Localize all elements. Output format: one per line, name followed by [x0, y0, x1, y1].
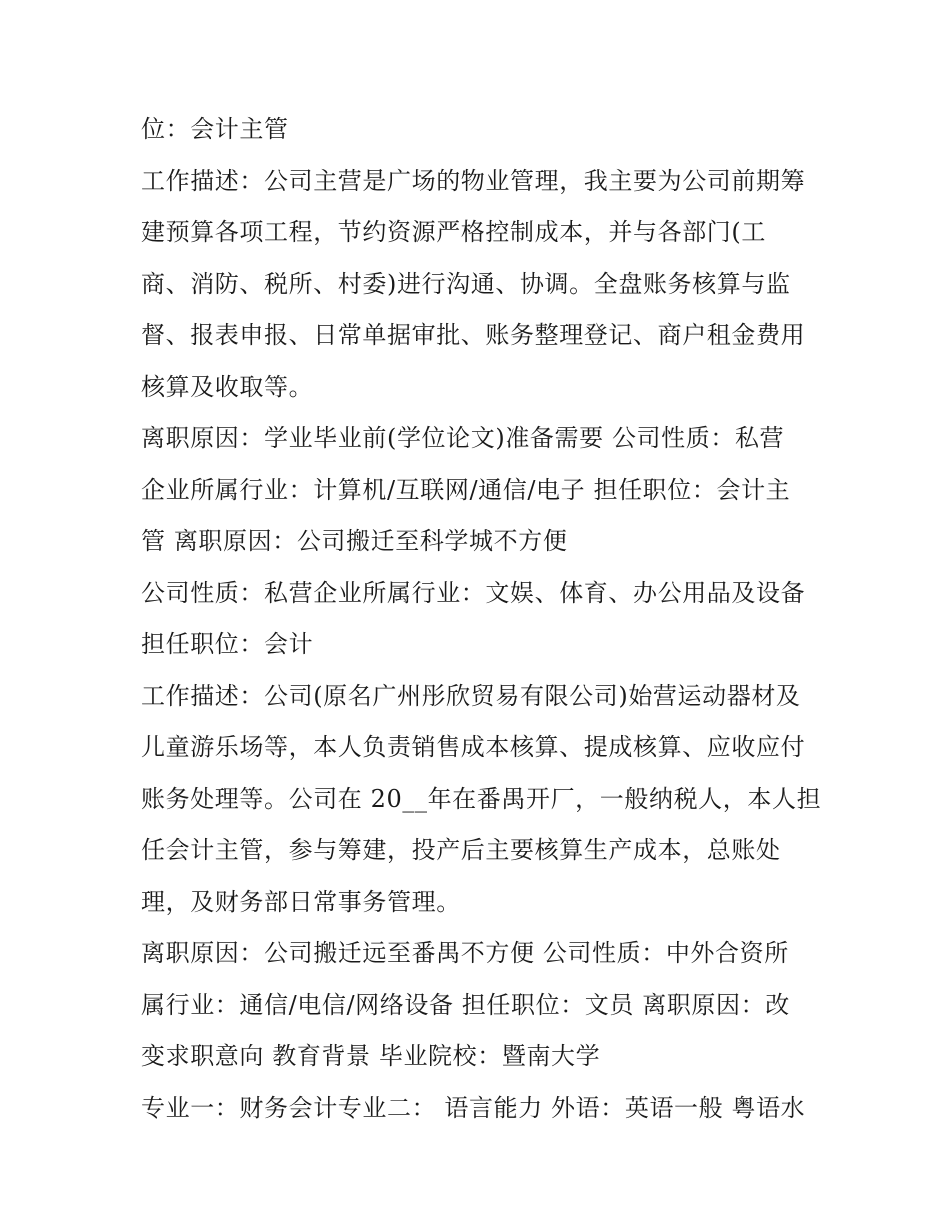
text-line: 任会计主管，参与筹建，投产后主要核算生产成本，总账处	[141, 836, 781, 864]
text-line: 督、报表申报、日常单据审批、账务整理登记、商户租金费用	[141, 321, 806, 349]
document-body	[141, 104, 821, 1134]
text-line: 儿童游乐场等，本人负责销售成本核算、提成核算、应收应付	[141, 733, 806, 761]
text-line: 专业一：财务会计专业二： 语言能力 外语：英语一般 粤语水	[141, 1093, 806, 1122]
text-line: 工作描述：公司主营是广场的物业管理，我主要为公司前期筹	[141, 166, 806, 195]
text-line: 核算及收取等。	[141, 372, 314, 401]
text-line: 位：会计主管	[141, 115, 289, 143]
text-line: 离职原因：公司搬迁远至番禺不方便 公司性质：中外合资所	[141, 939, 789, 967]
text-line: 属行业：通信/电信/网络设备 担任职位：文员 离职原因：改	[141, 990, 790, 1019]
text-line: 理，及财务部日常事务管理。	[141, 887, 461, 916]
text-line: 工作描述：公司(原名广州彤欣贸易有限公司)始营运动器材及	[141, 681, 801, 710]
text-line: 离职原因：学业毕业前(学位论文)准备需要 公司性质：私营	[141, 424, 785, 452]
text-line: 担任职位：会计	[141, 630, 314, 658]
text-line: 企业所属行业：计算机/互联网/通信/电子 担任职位：会计主	[141, 475, 791, 504]
text-line: 变求职意向 教育背景 毕业院校：暨南大学	[141, 1042, 601, 1070]
text-line: 公司性质：私营企业所属行业：文娱、体育、办公用品及设备	[141, 578, 806, 607]
text-line: 管 离职原因：公司搬迁至科学城不方便	[141, 527, 568, 555]
text-line: 建预算各项工程，节约资源严格控制成本，并与各部门(工	[141, 218, 766, 246]
text-line: 商、消防、税所、村委)进行沟通、协调。全盘账务核算与监	[141, 269, 791, 298]
text-line: 账务处理等。公司在 20__年在番禺开厂，一般纳税人，本人担	[141, 784, 822, 813]
